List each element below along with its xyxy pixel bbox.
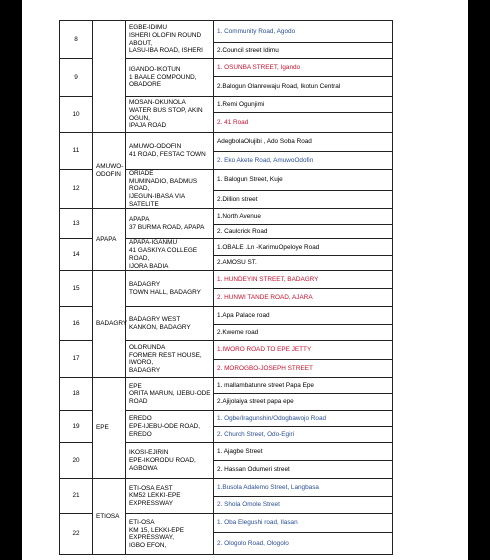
- centre-address-cell: [126, 479, 214, 514]
- street-cell: AdegbolaOlujibi , Ado Soba Road: [214, 133, 393, 152]
- street-cell: 2. Church Street, Odo-Egiri: [214, 427, 393, 443]
- table-row: [60, 209, 393, 225]
- street-cell: 2.AMOSU ST.: [214, 256, 393, 271]
- centre-address-line: IPAJA ROAD: [129, 122, 167, 130]
- centre-address-line: 41 GASKIYA COLLEGE ROAD,: [129, 247, 198, 262]
- centre-address-line: 37 BURMA ROAD, APAPA: [129, 223, 205, 231]
- street-cell: 2.Balogun Olanrewaju Road, Ikotun Central: [214, 77, 393, 97]
- lga-cell: EPE: [93, 378, 126, 479]
- serial-number-cell: 13: [60, 209, 93, 239]
- lga-cell: ETIOSA: [93, 479, 126, 555]
- centre-address-line: 41 ROAD, FESTAC TOWN: [129, 151, 206, 158]
- table-row: [60, 133, 393, 152]
- street-cell: 1. HUNDEYIN STREET, BADAGRY: [214, 271, 393, 289]
- right-dark-border: [468, 0, 490, 560]
- centre-name: IGANDO-IKOTUN: [129, 65, 181, 73]
- centre-name: ORIADE: [129, 170, 154, 177]
- centre-name: ETI-OSA: [129, 518, 155, 526]
- centre-address-cell: [126, 133, 214, 170]
- serial-number-cell: 16: [60, 307, 93, 341]
- centre-address-cell: [126, 209, 214, 239]
- centre-address-cell: [126, 378, 214, 411]
- left-dark-border: [0, 0, 22, 560]
- serial-number-cell: 18: [60, 378, 93, 411]
- centre-address-line: LASU-IBA ROAD, ISHERI: [129, 47, 203, 55]
- street-cell: 1. mallambatunre street Papa Epe: [214, 378, 393, 394]
- centre-address-line: KM52 LEKKI-EPE EXPRESSWAY: [129, 492, 181, 508]
- street-cell: 1. Ajagbe Street: [214, 443, 393, 461]
- serial-number-cell: 8: [60, 21, 93, 59]
- centre-address-cell: [126, 514, 214, 555]
- centre-name: APAPA: [129, 216, 150, 224]
- centre-address-cell: [126, 170, 214, 209]
- centre-address-line: BADAGRY: [129, 366, 161, 374]
- street-cell: 1.Apa Palace road: [214, 307, 393, 325]
- table-row: [60, 271, 393, 289]
- street-cell: 1.Busola Adalemo Street, Langbasa: [214, 479, 393, 497]
- centre-address-cell: [126, 341, 214, 378]
- centre-address-line: MUMINADIO, BADMUS ROAD,: [129, 177, 198, 193]
- street-cell: 2. Ologolo Road, Ologolo: [214, 533, 393, 555]
- street-cell: 1.OBALE .Ln -KarimuOpeloye Road: [214, 239, 393, 256]
- street-cell: 1.North Avenue: [214, 209, 393, 225]
- serial-number-cell: 19: [60, 411, 93, 443]
- centre-name: EREDO: [129, 415, 152, 423]
- street-cell: 2. Eko Akete Road, AmuwoOdofin: [214, 152, 393, 170]
- centre-address-cell: [126, 271, 214, 307]
- centre-address-cell: [126, 411, 214, 443]
- street-cell: 2. Shola Omole Street: [214, 497, 393, 514]
- centre-address-line: IGBO EFON,: [129, 541, 167, 549]
- centre-address-cell: [126, 21, 214, 59]
- lga-cell: [93, 21, 126, 133]
- street-cell: 1. Balogun Street, Kuje: [214, 170, 393, 191]
- centre-address-line: WATER BUS STOP, AKIN OGUN,: [129, 106, 203, 122]
- centre-address-line: EPE-IKORODU ROAD, AGBOWA: [129, 456, 196, 472]
- centre-name: ETI-OSA EAST: [129, 484, 173, 492]
- serial-number-cell: 20: [60, 443, 93, 479]
- lga-cell: AMUWO- ODOFIN: [93, 133, 126, 209]
- centre-address-line: EPE-IJEBU-ODE ROAD, EREDO: [129, 422, 201, 438]
- serial-number-cell: 9: [60, 59, 93, 97]
- street-cell: 2. HUNWI TANDE ROAD, AJARA: [214, 289, 393, 307]
- centre-address-cell: [126, 443, 214, 479]
- street-cell: 2. Hassan Odumeri street: [214, 461, 393, 479]
- centre-address-line: 1 BAALE COMPOUND, OBADORE: [129, 73, 197, 89]
- street-cell: 1. Ogbe/Iragunshin/Odogbawojo Road: [214, 411, 393, 427]
- centre-address-line: FORMER REST HOUSE, IWORO,: [129, 351, 202, 367]
- street-cell: 1.IWORO ROAD TO EPE JETTY: [214, 341, 393, 360]
- centre-address-line: TOWN HALL, BADAGRY: [129, 288, 201, 296]
- serial-number-cell: 14: [60, 239, 93, 271]
- centre-address-line: ORITA MARUN, IJEBU-ODE: [129, 390, 211, 398]
- centre-name: AMUWO-ODOFIN: [129, 143, 182, 151]
- serial-number-cell: 22: [60, 514, 93, 555]
- street-cell: 2. MOROGBO-JOSEPH STREET: [214, 360, 393, 378]
- street-cell: 2.Council street Idimu: [214, 43, 393, 59]
- serial-number-cell: 12: [60, 170, 93, 209]
- serial-number-cell: 21: [60, 479, 93, 514]
- centre-address-cell: [126, 307, 214, 341]
- table-row: [60, 378, 393, 394]
- document-page: [22, 0, 468, 560]
- centre-name: OLORUNDA: [129, 343, 166, 351]
- lga-cell: BADAGRY: [93, 271, 126, 378]
- centre-address-cell: [126, 59, 214, 97]
- centre-address-line: IJEGUN-IBASA VIA SATELITE: [129, 193, 185, 208]
- street-cell: 2. Caulcrick Road: [214, 225, 393, 239]
- street-cell: 1.Remi Ogunjimi: [214, 97, 393, 113]
- lga-cell: APAPA: [93, 209, 126, 271]
- serial-number-cell: 15: [60, 271, 93, 307]
- centre-address-line: ROAD: [129, 398, 148, 406]
- centre-address-line: ISHERI OLOFIN ROUND ABOUT,: [129, 31, 202, 47]
- centre-address-line: KM 15, LEKKI-EPE EXPRESSWAY,: [129, 526, 185, 542]
- centre-address-cell: [126, 97, 214, 133]
- centre-address-line: KANKON, BADAGRY: [129, 323, 191, 331]
- serial-number-cell: 10: [60, 97, 93, 133]
- street-cell: 1. OSUNBA STREET, Igando: [214, 59, 393, 77]
- centre-address-cell: [126, 239, 214, 271]
- street-cell: 2.Kweme road: [214, 325, 393, 341]
- centre-name: IKOSI-EJIRIN: [129, 449, 169, 457]
- centre-name: MOSAN-OKUNOLA: [129, 99, 186, 107]
- centre-name: EPE: [129, 382, 142, 390]
- centre-name: EGBE-IDIMU: [129, 24, 167, 32]
- table-row: [60, 479, 393, 497]
- serial-number-cell: 11: [60, 133, 93, 170]
- street-cell: 2.Dillion street: [214, 191, 393, 209]
- centre-address-line: IJORA BADIA: [129, 262, 169, 270]
- street-cell: 2.Ajijolaiya street papa epe: [214, 394, 393, 411]
- table-row: [60, 21, 393, 43]
- street-cell: 1. Community Road, Agodo: [214, 21, 393, 43]
- street-cell: 2. 41 Road: [214, 113, 393, 133]
- centre-name: BADAGRY: [129, 281, 161, 288]
- polling-centres-table: [59, 20, 393, 555]
- serial-number-cell: 17: [60, 341, 93, 378]
- street-cell: 1. Oba Elegushi road, Ilasan: [214, 514, 393, 533]
- centre-name: APAPA-IGANMU: [129, 239, 178, 247]
- centre-name: BADAGRY WEST: [129, 316, 181, 323]
